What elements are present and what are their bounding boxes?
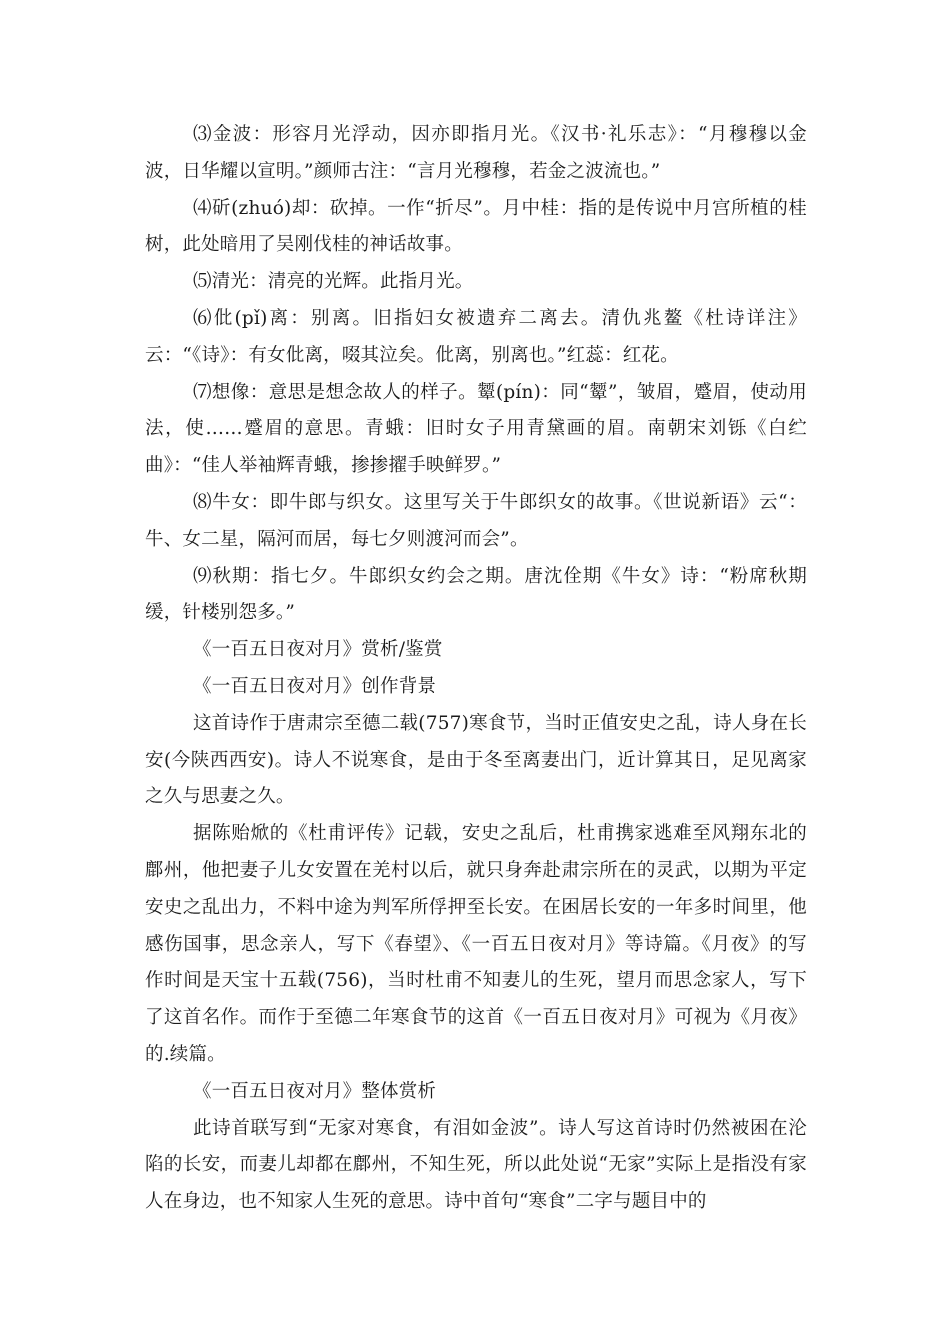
note-7: ⑺想像：意思是想念故人的样子。颦(pín)：同“颦”，皱眉，蹙眉，使动用法，使……蹙眉的意思。青蛾：旧时女子用青黛画的眉。南朝宋刘铄《白纻曲》：“佳人举袖辉青蛾，掺掺擢手映鲜罗。”: [145, 381, 807, 477]
heading-overall: 《一百五日夜对月》整体赏析: [193, 1080, 437, 1102]
heading-background: 《一百五日夜对月》创作背景: [193, 675, 437, 697]
note-8: ⑻牛女：即牛郎与织女。这里写关于牛郎织女的故事。《世说新语》云“：牛、女二星，隔河而居，每七夕则渡河而会”。: [145, 491, 807, 550]
background-paragraph-2: 据陈贻焮的《杜甫评传》记载，安史之乱后，杜甫携家逃难至风翔东北的鄜州，他把妻子儿女安置在羌村以后，就只身奔赴肃宗所在的灵武，以期为平定安史之乱出力，不料中途为判军所俘押至长安。在困居长安的一年多时间里，他感伤国事，思念亲人，写下《春望》、《一百五日夜对月》等诗篇。《月夜》的写作时间是天宝十五载(756)，当时杜甫不知妻儿的生死，望月而思念家人，写下了这首名作。而作于至德二年寒食节的这首《一百五日夜对月》可视为《月夜》的.续篇。: [145, 823, 807, 1065]
overall-paragraph: 此诗首联写到“无家对寒食，有泪如金波”。诗人写这首诗时仍然被困在沦陷的长安，而妻儿却都在鄜州，不知生死，所以此处说“无家”实际上是指没有家人在身边，也不知家人生死的意思。诗中首句“寒食”二字与题目中的: [145, 1117, 807, 1213]
note-9: ⑼秋期：指七夕。牛郎织女约会之期。唐沈佺期《牛女》诗：“粉席秋期缓，针楼别怨多。”: [145, 565, 807, 624]
heading-appreciation: 《一百五日夜对月》赏析/鉴赏: [193, 639, 443, 661]
note-3: ⑶金波：形容月光浮动，因亦即指月光。《汉书·礼乐志》：“月穆穆以金波，日华耀以宣明。”颜师古注：“言月光穆穆，若金之波流也。”: [145, 124, 807, 182]
note-4: ⑷斫(zhuó)却：砍掉。一作“折尽”。月中桂：指的是传说中月宫所植的桂树，此处暗用了吴刚伐桂的神话故事。: [145, 197, 807, 256]
note-6: ⑹仳(pǐ)离：别离。旧指妇女被遗弃二离去。清仇兆鳌《杜诗详注》云：“《诗》：有女仳离，啜其泣矣。仳离，别离也。”红蕊：红花。: [145, 307, 807, 366]
document-page: [145, 117, 807, 1221]
background-paragraph-1: 这首诗作于唐肃宗至德二载(757)寒食节，当时正值安史之乱，诗人身在长安(今陕西西安)。诗人不说寒食，是由于冬至离妻出门，近计算其日，足见离家之久与思妻之久。: [145, 712, 807, 808]
note-5: ⑸清光：清亮的光辉。此指月光。: [193, 271, 474, 293]
